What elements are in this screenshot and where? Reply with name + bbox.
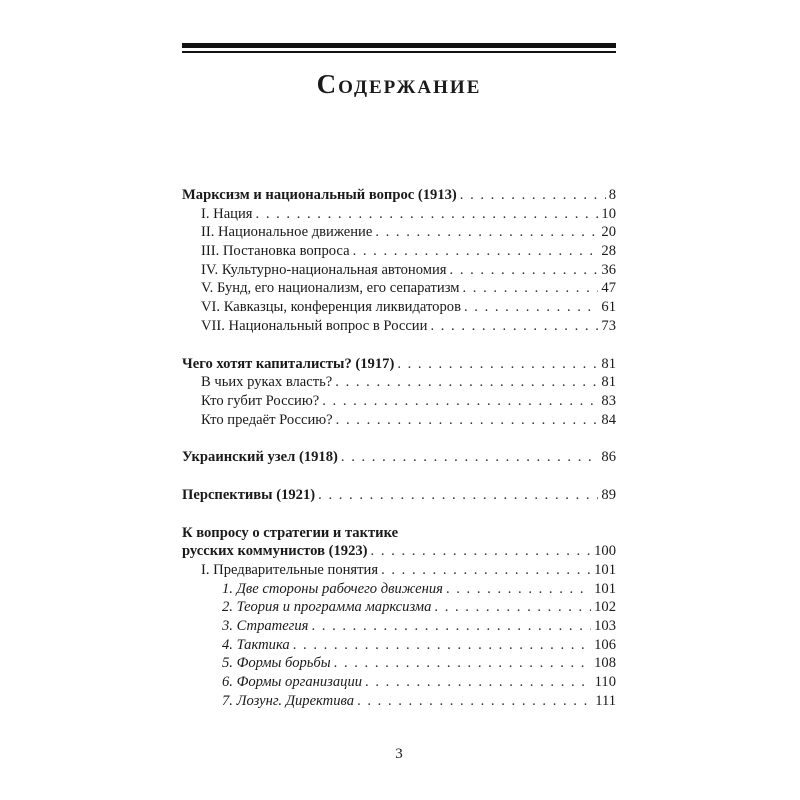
toc-entry-page: 8 bbox=[608, 187, 616, 203]
toc-chapter-entry[interactable] bbox=[182, 223, 616, 242]
toc-entry-page: 20 bbox=[601, 224, 616, 241]
toc-subchapter-entry[interactable] bbox=[182, 598, 616, 617]
table-of-contents bbox=[182, 186, 616, 711]
toc-subchapter-entry[interactable] bbox=[182, 636, 616, 655]
toc-entry-label: 2. Теория и программа марксизма bbox=[222, 599, 432, 616]
toc-entry-page: 103 bbox=[594, 618, 616, 635]
section-title-line: К вопросу о стратегии и тактике bbox=[182, 524, 399, 541]
dot-leader bbox=[357, 692, 592, 711]
dot-leader bbox=[293, 636, 591, 655]
toc-entry-page: 108 bbox=[594, 655, 616, 672]
dot-leader bbox=[464, 298, 598, 317]
toc-chapter-entry[interactable] bbox=[182, 411, 616, 430]
toc-entry-label: Перспективы (1921) bbox=[182, 486, 316, 503]
toc-chapter-entry[interactable] bbox=[182, 317, 616, 336]
toc-entry-label: 6. Формы организации bbox=[222, 674, 363, 691]
dot-leader bbox=[341, 448, 599, 467]
toc-entry-page: 84 bbox=[601, 411, 616, 428]
toc-subchapter-entry[interactable] bbox=[182, 580, 616, 599]
toc-entry-label: Чего хотят капиталисты? (1917) bbox=[182, 355, 395, 372]
dot-leader bbox=[371, 542, 592, 561]
dot-leader bbox=[322, 392, 598, 411]
top-rule-thin bbox=[182, 51, 616, 53]
toc-entry-page: 81 bbox=[601, 355, 616, 372]
dot-leader bbox=[460, 186, 606, 205]
dot-leader bbox=[318, 486, 598, 505]
toc-entry-label: 5. Формы борьбы bbox=[222, 655, 331, 672]
toc-subchapter-entry[interactable] bbox=[182, 654, 616, 673]
toc-entry-page: 28 bbox=[601, 243, 616, 260]
toc-entry-label: Кто губит Россию? bbox=[201, 392, 320, 409]
dot-leader bbox=[430, 317, 598, 336]
toc-subchapter-entry[interactable] bbox=[182, 692, 616, 711]
dot-leader bbox=[446, 580, 591, 599]
toc-entry-label: III. Постановка вопроса bbox=[201, 243, 350, 260]
toc-entry-page: 83 bbox=[601, 392, 616, 409]
toc-entry-label: VI. Кавказцы, конференция ликвидаторов bbox=[201, 299, 461, 316]
toc-entry-label: 3. Стратегия bbox=[222, 618, 309, 635]
toc-entry-label: V. Бунд, его национализм, его сепаратизм bbox=[201, 280, 460, 297]
dot-leader bbox=[335, 373, 598, 392]
dot-leader bbox=[256, 205, 599, 224]
page-number: 3 bbox=[395, 746, 403, 762]
toc-entry-label: Марксизм и национальный вопрос (1913) bbox=[182, 187, 457, 203]
toc-chapter-entry[interactable] bbox=[182, 205, 616, 224]
toc-entry-label: Кто предаёт Россию? bbox=[201, 411, 333, 428]
dot-leader bbox=[336, 411, 599, 430]
toc-entry-page: 101 bbox=[594, 580, 616, 597]
toc-entry-label: 4. Тактика bbox=[222, 636, 290, 653]
toc-section-entry[interactable] bbox=[182, 355, 616, 374]
dot-leader bbox=[334, 654, 591, 673]
toc-chapter-entry[interactable] bbox=[182, 373, 616, 392]
toc-entry-label: русских коммунистов (1923) bbox=[182, 543, 368, 560]
toc-entry-page: 47 bbox=[601, 280, 616, 297]
toc-entry-label: Украинский узел (1918) bbox=[182, 449, 338, 466]
toc-entry-label: VII. Национальный вопрос в России bbox=[201, 317, 428, 334]
dot-leader bbox=[450, 261, 599, 280]
toc-entry-page: 110 bbox=[594, 674, 616, 691]
toc-entry-page: 89 bbox=[601, 486, 616, 503]
section-gap bbox=[182, 336, 616, 355]
section-gap bbox=[182, 505, 616, 524]
toc-entry-page: 36 bbox=[601, 261, 616, 278]
toc-entry-page: 100 bbox=[594, 543, 616, 560]
toc-entry-label: 7. Лозунг. Директива bbox=[222, 692, 355, 709]
toc-subchapter-entry[interactable] bbox=[182, 673, 616, 692]
dot-leader bbox=[375, 223, 598, 242]
toc-entry-page: 101 bbox=[594, 562, 616, 578]
dot-leader bbox=[381, 561, 591, 580]
dot-leader bbox=[365, 673, 592, 692]
toc-entry-page: 10 bbox=[601, 205, 616, 222]
toc-entry-label: I. Нация bbox=[201, 205, 253, 222]
toc-section-entry[interactable] bbox=[182, 186, 616, 205]
toc-entry-page: 81 bbox=[601, 374, 616, 391]
dot-leader bbox=[397, 355, 598, 374]
toc-entry-label: I. Предварительные понятия bbox=[201, 562, 379, 578]
toc-entry-label: В чьих руках власть? bbox=[201, 374, 333, 391]
toc-chapter-entry[interactable] bbox=[182, 298, 616, 317]
toc-section-entry[interactable] bbox=[182, 542, 616, 561]
toc-chapter-entry[interactable] bbox=[182, 561, 616, 580]
toc-chapter-entry[interactable] bbox=[182, 392, 616, 411]
toc-entry-page: 106 bbox=[594, 636, 616, 653]
toc-subchapter-entry[interactable] bbox=[182, 617, 616, 636]
page-title: Содержание bbox=[316, 69, 482, 99]
toc-entry-label: 1. Две стороны рабочего движения bbox=[222, 580, 443, 597]
dot-leader bbox=[311, 617, 591, 636]
top-rule-thick bbox=[182, 43, 616, 48]
toc-chapter-entry[interactable] bbox=[182, 242, 616, 261]
toc-section-entry[interactable] bbox=[182, 486, 616, 505]
dot-leader bbox=[434, 598, 591, 617]
toc-entry-page: 111 bbox=[595, 692, 616, 709]
toc-entry-page: 102 bbox=[594, 599, 616, 616]
toc-entry-page: 73 bbox=[601, 317, 616, 334]
toc-entry-page: 86 bbox=[601, 449, 616, 466]
toc-entry-label: II. Национальное движение bbox=[201, 224, 373, 241]
toc-chapter-entry[interactable] bbox=[182, 261, 616, 280]
section-gap bbox=[182, 429, 616, 448]
section-gap bbox=[182, 467, 616, 486]
dot-leader bbox=[463, 279, 599, 298]
toc-chapter-entry[interactable] bbox=[182, 279, 616, 298]
toc-section-entry[interactable] bbox=[182, 448, 616, 467]
toc-entry-label: IV. Культурно-национальная автономия bbox=[201, 261, 447, 278]
toc-entry-page: 61 bbox=[601, 299, 616, 316]
dot-leader bbox=[353, 242, 599, 261]
